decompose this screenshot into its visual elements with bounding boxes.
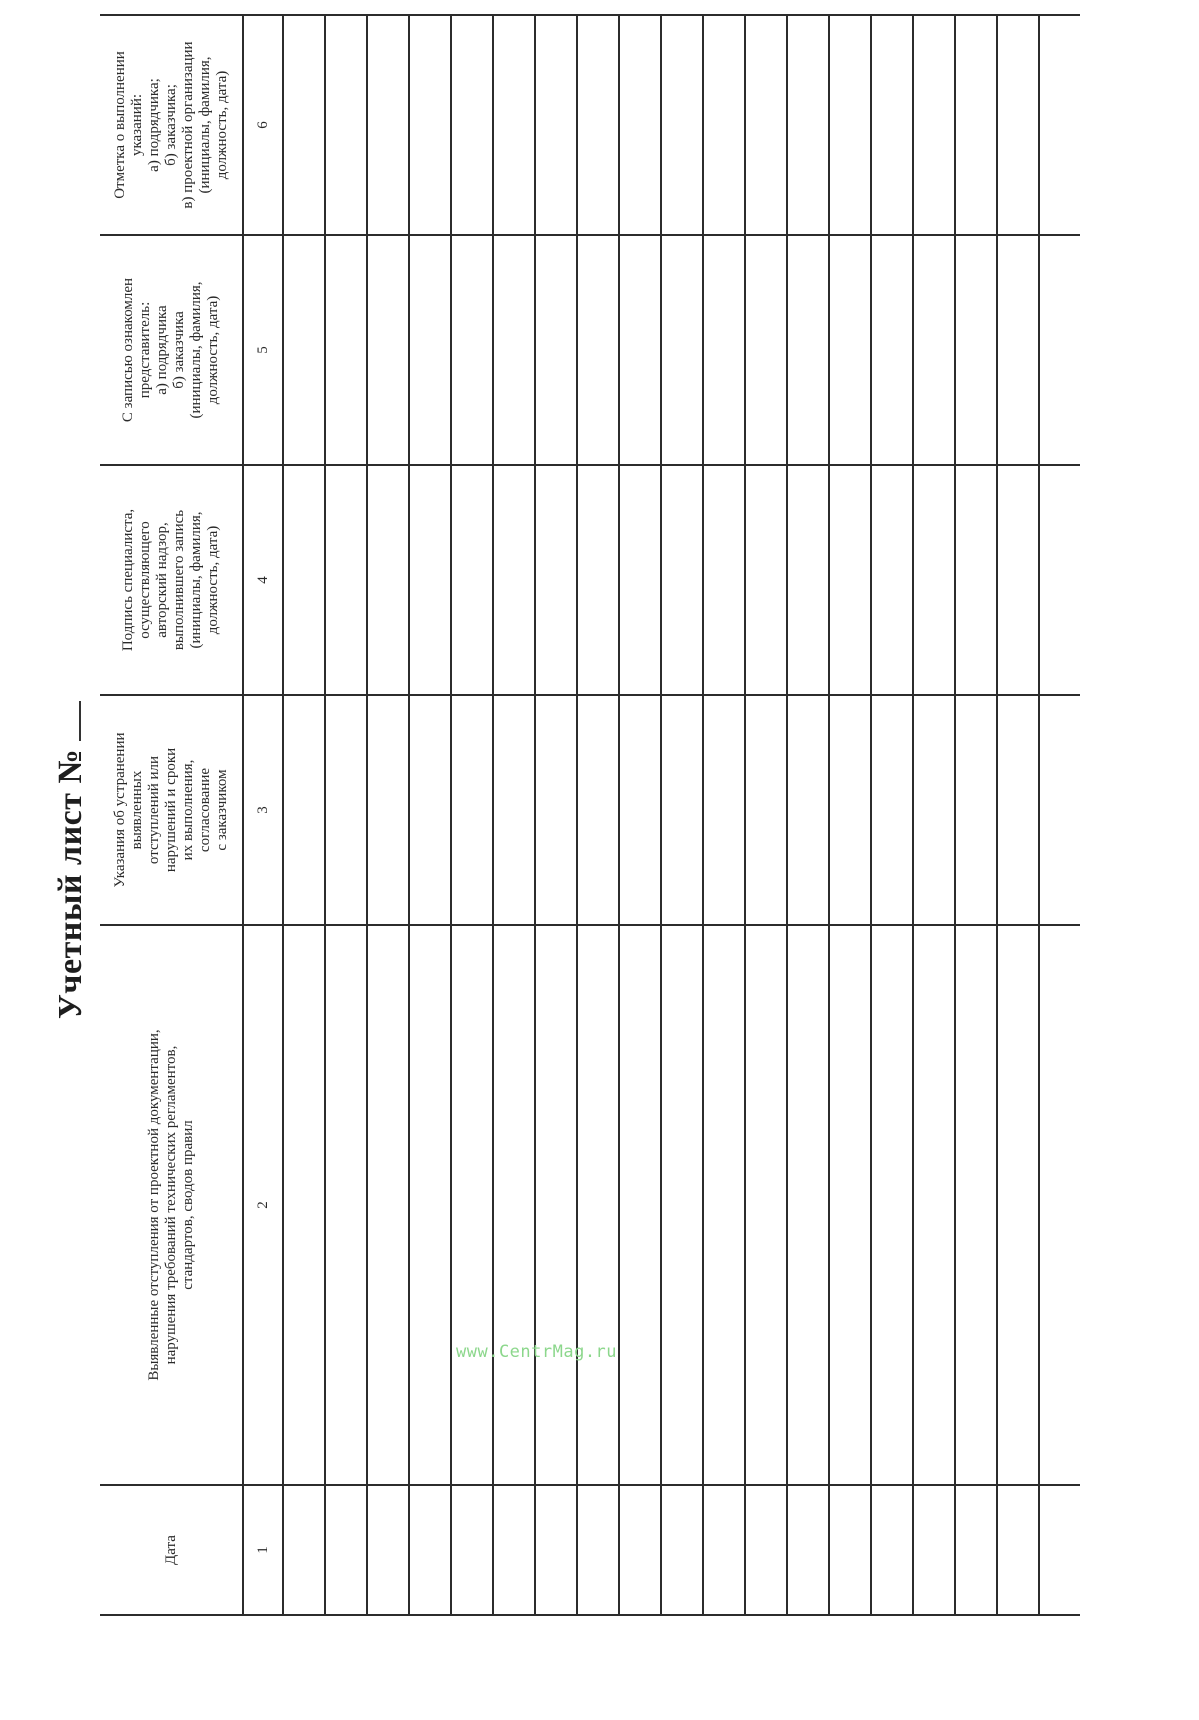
table-row (703, 15, 745, 1615)
table-cell[interactable] (913, 695, 955, 925)
table-cell[interactable] (1039, 15, 1080, 235)
table-cell[interactable] (703, 235, 745, 465)
table-cell[interactable] (325, 235, 367, 465)
watermark: www.CentrMag.ru (456, 1342, 618, 1362)
table-cell[interactable] (745, 1485, 787, 1615)
table-row (535, 15, 577, 1615)
table-cell[interactable] (997, 695, 1039, 925)
table-row (745, 15, 787, 1615)
header-instructions: Указания об устранении выявленных отступлений или нарушений и сроки их выполнения, согласование с заказчиком (100, 695, 243, 925)
table-cell[interactable] (1039, 1485, 1080, 1615)
table-cell[interactable] (745, 465, 787, 695)
table-cell[interactable] (1039, 925, 1080, 1485)
table-cell[interactable] (955, 15, 997, 235)
table-cell[interactable] (871, 695, 913, 925)
table-cell[interactable] (871, 1485, 913, 1615)
document-title (52, 0, 102, 1720)
table-row (661, 15, 703, 1615)
table-row (367, 15, 409, 1615)
table-cell[interactable] (409, 695, 451, 925)
table-row (493, 15, 535, 1615)
table-cell[interactable] (493, 15, 535, 235)
table-cell[interactable] (913, 15, 955, 235)
table-cell[interactable] (829, 235, 871, 465)
table-cell[interactable] (619, 925, 661, 1485)
table-cell[interactable] (493, 235, 535, 465)
table-cell[interactable] (283, 695, 325, 925)
table-cell[interactable] (661, 235, 703, 465)
table-row (619, 15, 661, 1615)
table-cell[interactable] (703, 695, 745, 925)
table-cell[interactable] (325, 1485, 367, 1615)
accounting-table (100, 14, 1080, 1616)
table-cell[interactable] (283, 465, 325, 695)
table-cell[interactable] (829, 925, 871, 1485)
table-cell[interactable] (871, 925, 913, 1485)
document-title-text: Учетный лист № (52, 748, 89, 1020)
table-row (283, 15, 325, 1615)
table-cell[interactable] (871, 465, 913, 695)
table-cell[interactable] (367, 695, 409, 925)
table-cell[interactable] (535, 235, 577, 465)
header-specialist-signature: Подпись специалиста, осуществляющего авторский надзор, выполнившего запись (инициалы, фамилия, должность, дата) (100, 465, 243, 695)
table-cell[interactable] (493, 465, 535, 695)
table-cell[interactable] (913, 465, 955, 695)
table-cell[interactable] (619, 15, 661, 235)
table-header-row (100, 15, 243, 1615)
table-cell[interactable] (829, 695, 871, 925)
table-cell[interactable] (367, 465, 409, 695)
table-cell[interactable] (997, 465, 1039, 695)
table-cell[interactable] (1039, 695, 1080, 925)
table-cell[interactable] (451, 925, 493, 1485)
column-number: 5 (243, 235, 283, 465)
table-cell[interactable] (661, 925, 703, 1485)
table-cell[interactable] (367, 15, 409, 235)
table-cell[interactable] (577, 15, 619, 235)
table-cell[interactable] (409, 1485, 451, 1615)
table-cell[interactable] (787, 465, 829, 695)
table-cell[interactable] (409, 235, 451, 465)
table-cell[interactable] (703, 15, 745, 235)
table-cell[interactable] (913, 925, 955, 1485)
table-cell[interactable] (745, 695, 787, 925)
table-cell[interactable] (661, 15, 703, 235)
table-cell[interactable] (577, 465, 619, 695)
table-cell[interactable] (325, 465, 367, 695)
table-cell[interactable] (367, 1485, 409, 1615)
header-date: Дата (100, 1485, 243, 1615)
table-cell[interactable] (325, 925, 367, 1485)
table-cell[interactable] (577, 235, 619, 465)
table-cell[interactable] (409, 15, 451, 235)
table-cell[interactable] (997, 235, 1039, 465)
table-cell[interactable] (787, 925, 829, 1485)
table-cell[interactable] (661, 695, 703, 925)
blank-rows (283, 15, 1080, 1615)
table-cell[interactable] (1039, 465, 1080, 695)
table-cell[interactable] (577, 695, 619, 925)
table-row (829, 15, 871, 1615)
table-cell[interactable] (787, 695, 829, 925)
column-number: 4 (243, 465, 283, 695)
table-cell[interactable] (577, 1485, 619, 1615)
table-cell[interactable] (997, 15, 1039, 235)
table-row (1039, 15, 1080, 1615)
table-cell[interactable] (829, 15, 871, 235)
table-cell[interactable] (619, 465, 661, 695)
table-cell[interactable] (913, 1485, 955, 1615)
table-cell[interactable] (535, 465, 577, 695)
table-cell[interactable] (619, 695, 661, 925)
table-row (913, 15, 955, 1615)
table-cell[interactable] (577, 925, 619, 1485)
column-number: 1 (243, 1485, 283, 1615)
table-cell[interactable] (535, 695, 577, 925)
header-completion-mark: Отметка о выполнении указаний: а) подрядчика; б) заказчика; в) проектной организации (инициалы, фамилия, должность, дата) (100, 15, 243, 235)
table-cell[interactable] (451, 695, 493, 925)
table-row (577, 15, 619, 1615)
table-cell[interactable] (367, 925, 409, 1485)
table-cell[interactable] (367, 235, 409, 465)
table-row (955, 15, 997, 1615)
column-number: 6 (243, 15, 283, 235)
column-number-row (243, 15, 283, 1615)
table-cell[interactable] (955, 235, 997, 465)
table-cell[interactable] (829, 1485, 871, 1615)
table-cell[interactable] (325, 15, 367, 235)
table-cell[interactable] (955, 695, 997, 925)
table-cell[interactable] (493, 925, 535, 1485)
table-cell[interactable] (745, 15, 787, 235)
table-cell[interactable] (661, 1485, 703, 1615)
table-cell[interactable] (1039, 235, 1080, 465)
table-cell[interactable] (997, 925, 1039, 1485)
table-cell[interactable] (451, 15, 493, 235)
table-cell[interactable] (745, 925, 787, 1485)
table-cell[interactable] (871, 235, 913, 465)
table-row (409, 15, 451, 1615)
table-cell[interactable] (451, 235, 493, 465)
table-row (325, 15, 367, 1615)
table-cell[interactable] (283, 235, 325, 465)
table-cell[interactable] (787, 1485, 829, 1615)
table-cell[interactable] (913, 235, 955, 465)
table-cell[interactable] (787, 235, 829, 465)
table-cell[interactable] (955, 465, 997, 695)
table-cell[interactable] (619, 1485, 661, 1615)
table-cell[interactable] (703, 1485, 745, 1615)
table-cell[interactable] (745, 235, 787, 465)
table-cell[interactable] (451, 465, 493, 695)
table-cell[interactable] (997, 1485, 1039, 1615)
table-cell[interactable] (703, 465, 745, 695)
table-cell[interactable] (283, 1485, 325, 1615)
table-cell[interactable] (787, 15, 829, 235)
table-cell[interactable] (535, 925, 577, 1485)
table-cell[interactable] (409, 925, 451, 1485)
header-acknowledged-by: С записью ознакомлен представитель: а) подрядчика б) заказчика (инициалы, фамилия, должность, дата) (100, 235, 243, 465)
table-cell[interactable] (451, 1485, 493, 1615)
table-row (451, 15, 493, 1615)
header-deviations: Выявленные отступления от проектной документации, нарушения требований технических регламентов, стандартов, сводов правил (100, 925, 243, 1485)
table-cell[interactable] (493, 1485, 535, 1615)
table-cell[interactable] (703, 925, 745, 1485)
table-cell[interactable] (871, 15, 913, 235)
table-row (787, 15, 829, 1615)
table-cell[interactable] (535, 15, 577, 235)
table-cell[interactable] (955, 925, 997, 1485)
column-number: 3 (243, 695, 283, 925)
table-cell[interactable] (283, 925, 325, 1485)
table-row (997, 15, 1039, 1615)
table-cell[interactable] (619, 235, 661, 465)
column-number: 2 (243, 925, 283, 1485)
table-cell[interactable] (325, 695, 367, 925)
sheet-number-blank[interactable] (55, 701, 81, 741)
table-row (871, 15, 913, 1615)
table-cell[interactable] (535, 1485, 577, 1615)
table-cell[interactable] (493, 695, 535, 925)
table-cell[interactable] (409, 465, 451, 695)
table-cell[interactable] (955, 1485, 997, 1615)
table-cell[interactable] (283, 15, 325, 235)
table-cell[interactable] (661, 465, 703, 695)
table-cell[interactable] (829, 465, 871, 695)
